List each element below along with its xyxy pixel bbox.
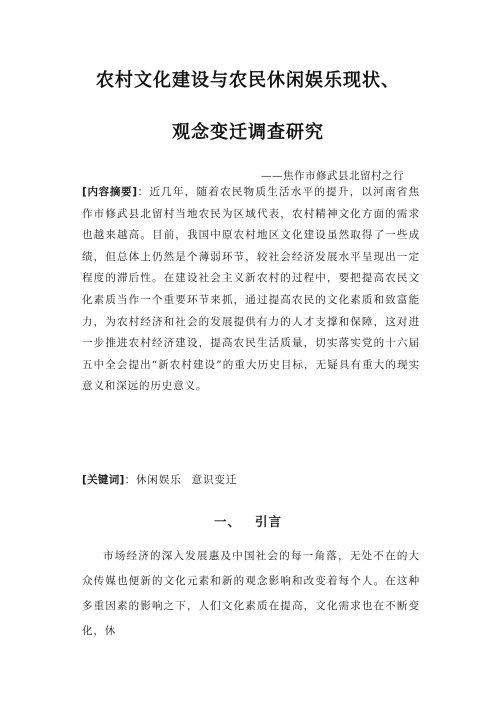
document-byline: ——焦作市修武县北留村之行 (261, 170, 404, 182)
section-number: 一、 (213, 514, 241, 529)
keywords-separator: ： (124, 474, 137, 486)
intro-paragraph: 市场经济的深入发展惠及中国社会的每一角落，无处不在的大众传媒也便新的文化元素和新的观念影响和改变着每个人。在这种多重因素的影响之下，人们文化素质在提高，文化需求也在不断变化，休 (82, 550, 420, 637)
keywords-label: [关键词] (82, 474, 125, 486)
abstract-paragraph (82, 182, 420, 398)
abstract-label: [内容摘要] (82, 186, 138, 198)
document-title-line-2: 观念变迁调查研究 (172, 122, 324, 143)
keywords-line (82, 472, 420, 487)
keyword-item: 休闲娱乐 (136, 474, 182, 486)
abstract-text: ：近几年，随着农民物质生活水平的提升，以河南省焦作市修武县北留村当地农民为区域代表，农村精神文化方面的需求也越来越高。目前，我国中原农村地区文化建设虽然取得了一些成绩，但总体上仍然是个薄弱环节，较社会经济发展水平呈现出一定程度的滞后性。在建设社会主义新农村的过程中，要把提高农民文化素质当作一个重要环节来抓，通过提高农民的文化素质和致富能力，为农村经济和社会的发展提供有力的人才支撑和保障，这对进一步推进农村经济建设，提高农民生活质量，切实落实党的十六届五中全会提出“新农村建设”的重大历史目标，无疑具有重大的现实意义和深远的历史意义。 (82, 186, 420, 393)
section-title: 引言 (255, 514, 283, 529)
document-title-line-1: 农村文化建设与农民休闲娱乐现状、 (96, 70, 400, 91)
keyword-item: 意识变迁 (191, 474, 238, 486)
section-heading (40, 512, 456, 530)
